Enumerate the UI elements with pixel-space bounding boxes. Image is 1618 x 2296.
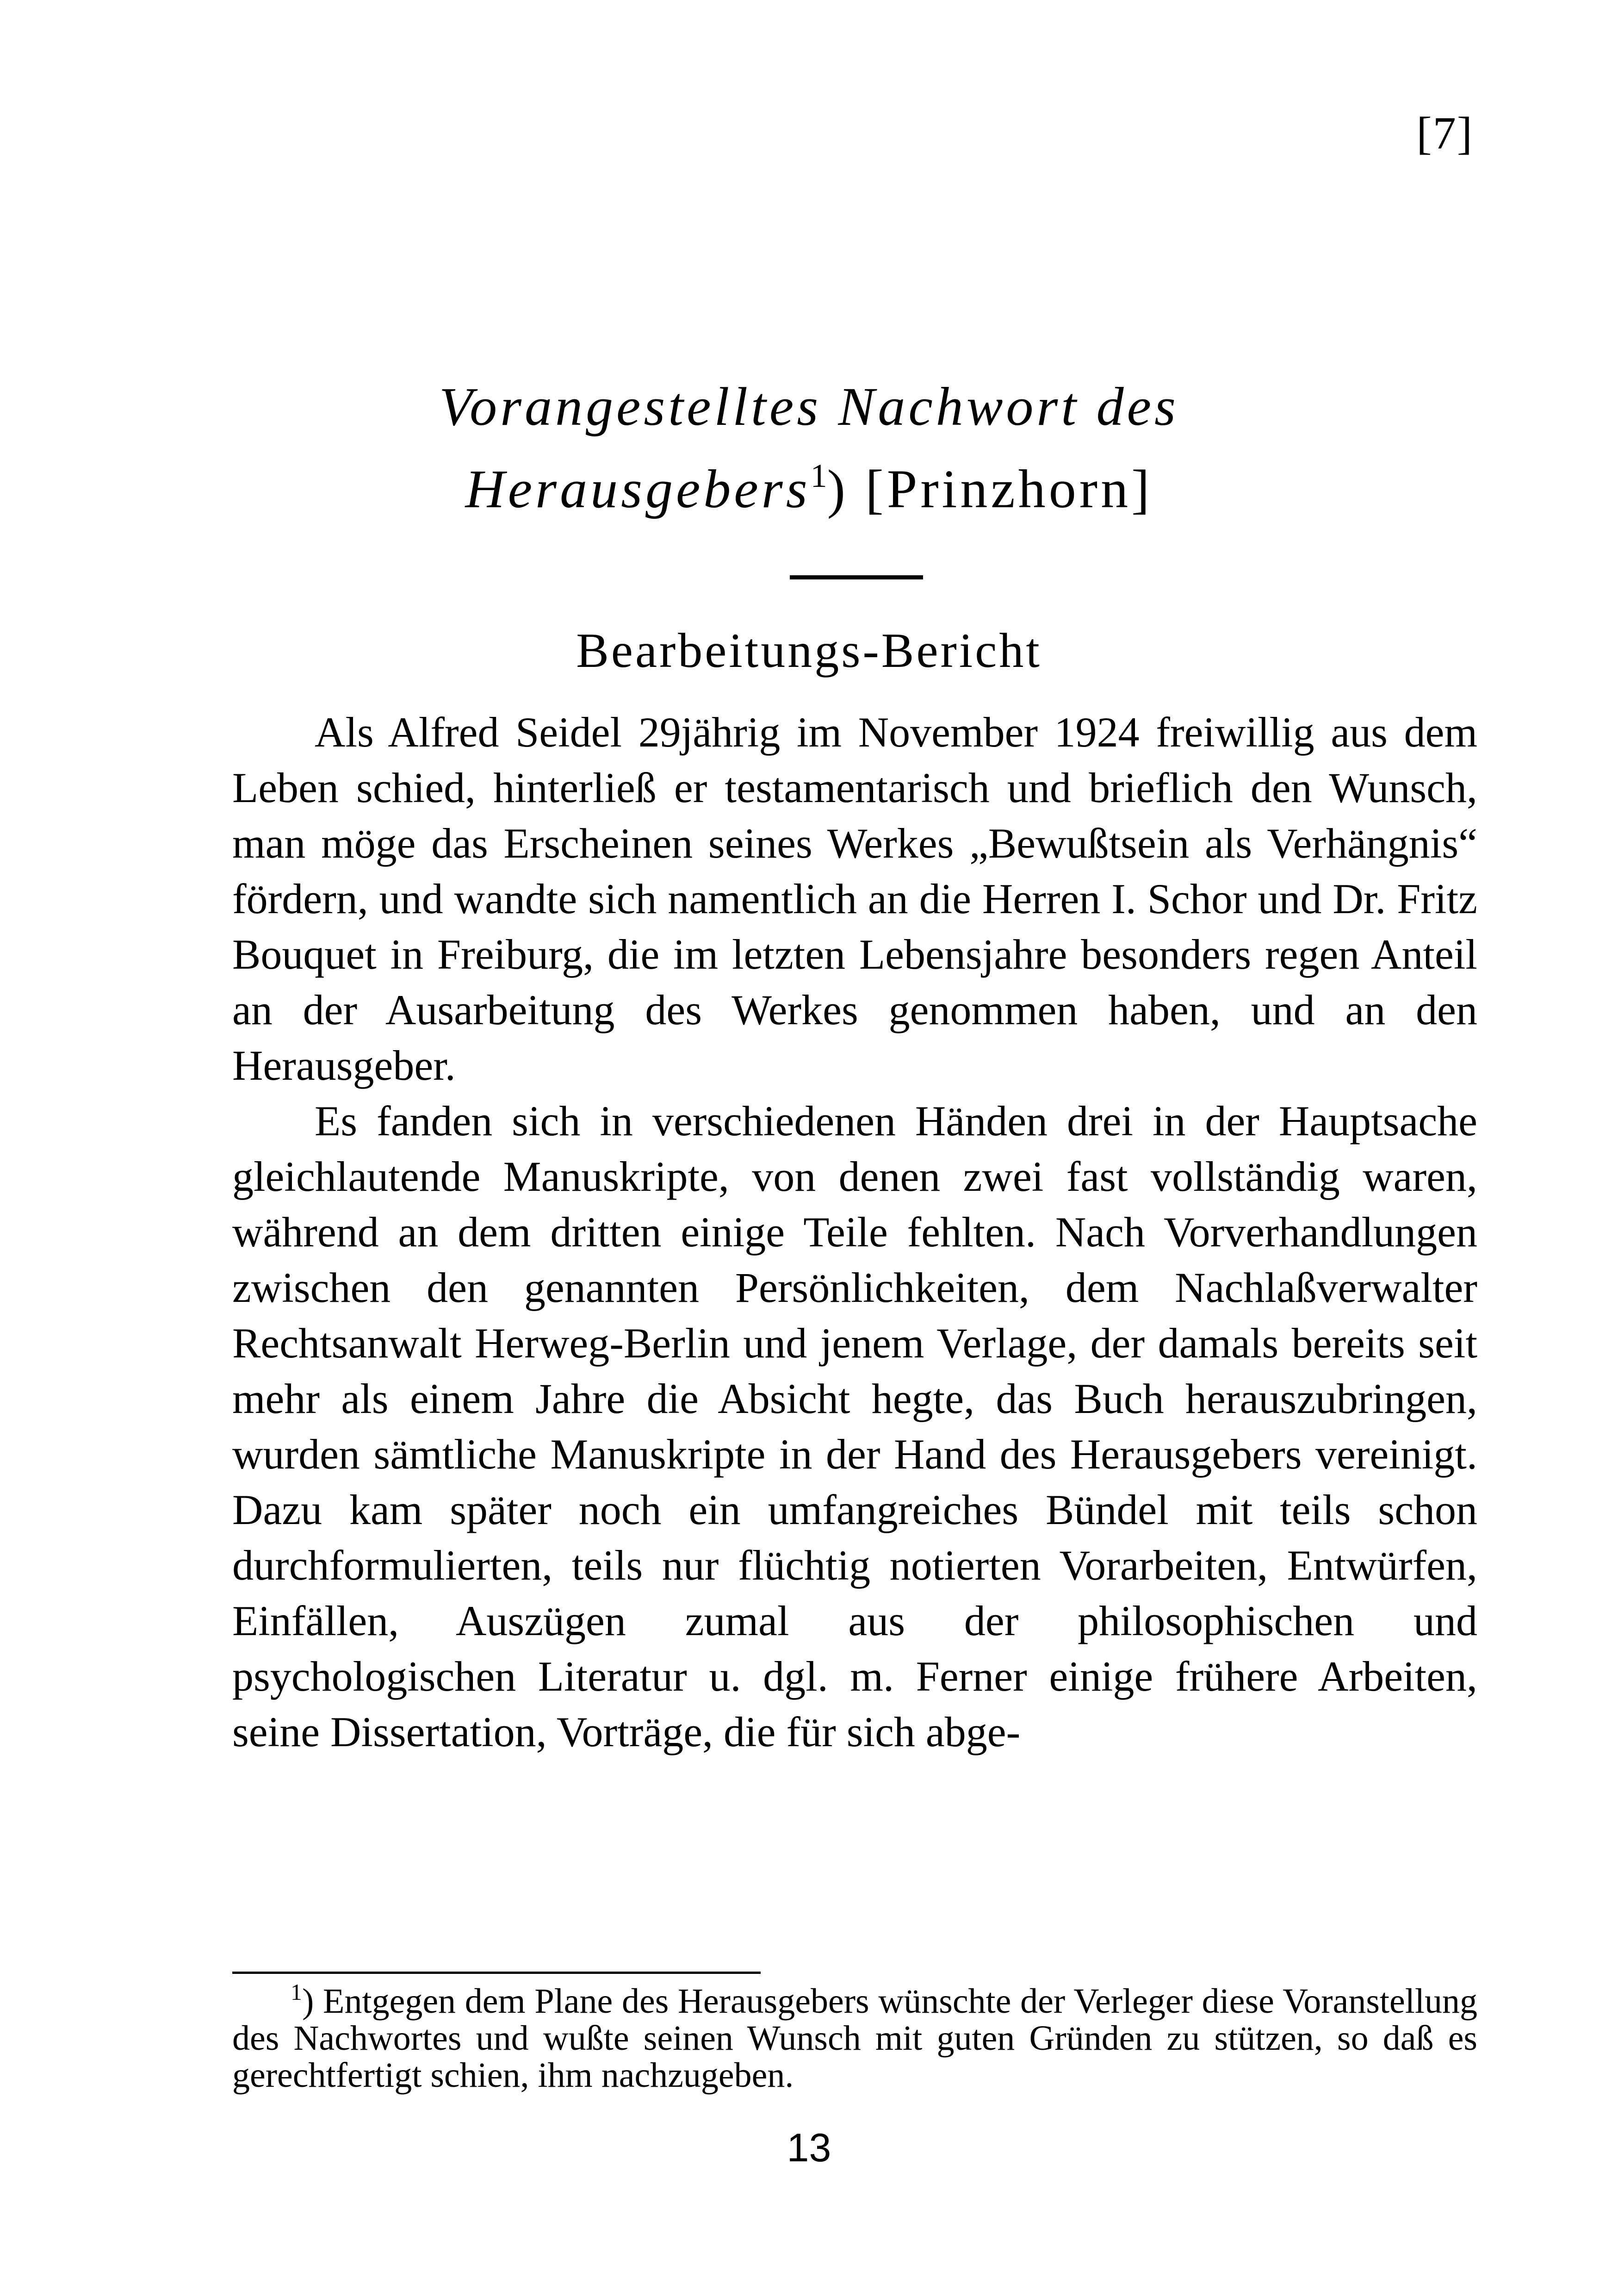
- footnote-text: ) Entgegen dem Plane des Herausgebers wünschte der Verleger diese Voranstellung des Nachwortes und wußte seinen Wunsch mit guten Gründen zu stützen, so daß es gerechtfertigt schien, ihm nachzugeben.: [232, 1982, 1477, 2095]
- page-marker: [7]: [1416, 107, 1473, 159]
- footnote-divider: [232, 1972, 761, 1974]
- paragraph: Als Alfred Seidel 29jährig im November 1924 freiwillig aus dem Leben schied, hinterließ er testamentarisch und brieflich den Wunsch, man möge das Erscheinen seines Werkes „Bewußtsein als Verhängnis“ fördern, und wandte sich namentlich an die Herren I. Schor und Dr. Fritz Bouquet in Freiburg, die im letzten Lebensjahre besonders regen Anteil an der Ausarbeitung des Werkes genommen haben, und an den Herausgeber.: [232, 709, 1477, 1089]
- page-number: 13: [787, 2126, 831, 2170]
- title-divider: [790, 575, 923, 579]
- chapter-title-line-1: Vorangestelltes Nachwort des: [439, 376, 1179, 437]
- chapter-title: [0, 366, 1618, 530]
- footnote: [232, 1979, 1477, 2095]
- paragraph: Es fanden sich in verschiedenen Händen drei in der Hauptsache gleichlautende Manuskripte, von denen zwei fast vollständig waren, während an dem dritten einige Teile fehlten. Nach Vorverhandlungen zwischen den genannten Persönlichkeiten, dem Nachlaßverwalter Rechtsanwalt Herweg-Berlin und jenem Verlage, der damals bereits seit mehr als einem Jahre die Absicht hegte, das Buch herauszubringen, wurden sämtliche Manuskripte in der Hand des Herausgebers vereinigt. Dazu kam später noch ein umfangreiches Bündel mit teils schon durchformulierten, teils nur flüchtig notierten Vorarbeiten, Entwürfen, Einfällen, Auszügen zumal aus der philosophischen und psychologischen Literatur u. dgl. m. Ferner einige frühere Arbeiten, seine Dissertation, Vorträge, die für sich abge-: [232, 1097, 1477, 1755]
- chapter-title-line-2: [0, 448, 1618, 530]
- title-footnote-ref[interactable]: 1: [810, 457, 827, 494]
- section-heading: Bearbeitungs-Bericht: [576, 623, 1042, 678]
- chapter-title-rest: ) [Prinzhorn]: [827, 459, 1153, 519]
- footnote-marker: 1: [291, 1979, 302, 2005]
- body-text: [232, 704, 1477, 1760]
- chapter-title-italic: Herausgebers: [465, 459, 811, 519]
